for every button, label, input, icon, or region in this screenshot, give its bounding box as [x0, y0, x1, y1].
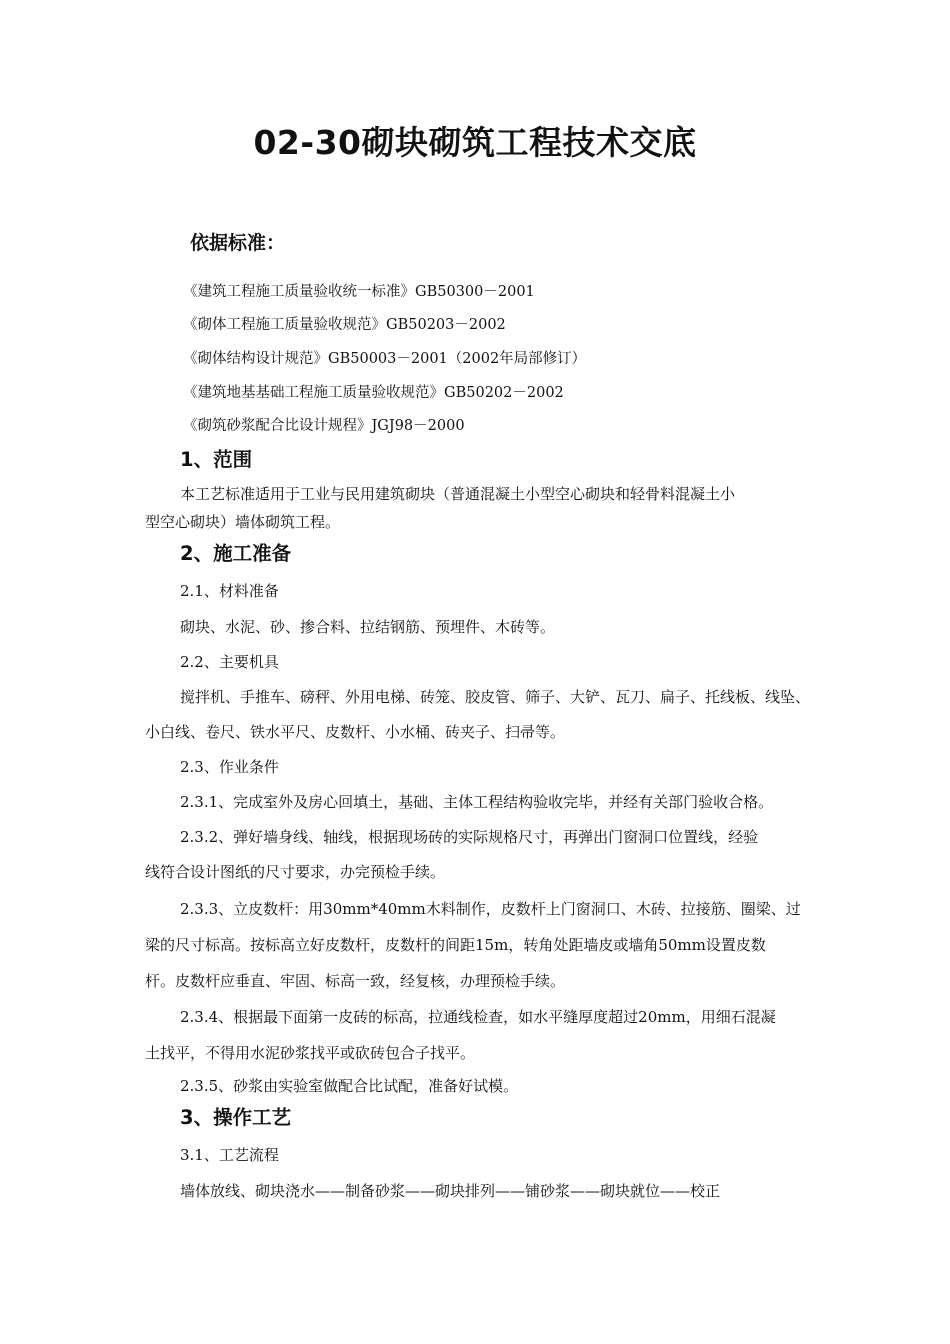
- paragraph-line: 本工艺标准适用于工业与民用建筑砌块（普通混凝土小型空心砌块和轻骨料混凝土小: [180, 485, 736, 503]
- paragraph-line: 2.3.3、立皮数杆：用30mm*40mm木料制作，皮数杆上门窗洞口、木砖、拉接筋、圈梁、过: [180, 900, 801, 918]
- subsection-title: 2.3、作业条件: [180, 758, 279, 776]
- subsection-title: 2.2、主要机具: [180, 653, 279, 671]
- paragraph-line: 杆。皮数杆应垂直、牢固、标高一致，经复核，办理预检手续。: [145, 972, 566, 990]
- paragraph-line: 墙体放线、砌块浇水——制备砂浆——砌块排列——铺砂浆——砌块就位——校正: [180, 1182, 721, 1200]
- paragraph-line: 土找平，不得用水泥砂浆找平或砍砖包合子找平。: [145, 1044, 476, 1062]
- standard-item: 《砌筑砂浆配合比设计规程》JGJ98－2000: [183, 418, 465, 434]
- paragraph-line: 搅拌机、手推车、磅秤、外用电梯、砖笼、胶皮管、筛子、大铲、瓦刀、扁子、托线板、线坠、: [180, 688, 811, 706]
- document-title: 02-30砌块砌筑工程技术交底: [253, 123, 697, 162]
- section-heading-scope: 1、范围: [180, 448, 253, 471]
- paragraph-line: 2.3.5、砂浆由实验室做配合比试配，准备好试模。: [180, 1077, 519, 1095]
- standard-item: 《建筑工程施工质量验收统一标准》GB50300－2001: [183, 284, 535, 300]
- paragraph-line: 2.3.1、完成室外及房心回填土，基础、主体工程结构验收完毕，并经有关部门验收合格。: [180, 793, 774, 811]
- paragraph-line: 2.3.4、根据最下面第一皮砖的标高，拉通线检查，如水平缝厚度超过20mm，用细石混凝: [180, 1008, 776, 1026]
- section-heading-preparation: 2、施工准备: [180, 542, 292, 565]
- paragraph-line: 梁的尺寸标高。按标高立好皮数杆，皮数杆的间距15m，转角处距墙皮或墙角50mm设置皮数: [145, 936, 766, 954]
- section-heading-process: 3、操作工艺: [180, 1106, 292, 1129]
- basis-heading: 依据标准：: [190, 232, 286, 254]
- paragraph-line: 线符合设计图纸的尺寸要求，办完预检手续。: [145, 863, 446, 881]
- paragraph-line: 砌块、水泥、砂、掺合料、拉结钢筋、预埋件、木砖等。: [180, 618, 556, 636]
- subsection-title: 2.1、材料准备: [180, 582, 279, 600]
- paragraph-line: 小白线、卷尺、铁水平尺、皮数杆、小水桶、砖夹子、扫帚等。: [145, 723, 566, 741]
- standard-item: 《砌体结构设计规范》GB50003－2001（2002年局部修订）: [183, 351, 587, 367]
- standard-item: 《建筑地基基础工程施工质量验收规范》GB50202－2002: [183, 385, 564, 401]
- paragraph-line: 2.3.2、弹好墙身线、轴线，根据现场砖的实际规格尺寸，再弹出门窗洞口位置线，经验: [180, 828, 759, 846]
- subsection-title: 3.1、工艺流程: [180, 1146, 279, 1164]
- paragraph-line: 型空心砌块）墙体砌筑工程。: [145, 513, 341, 531]
- standard-item: 《砌体工程施工质量验收规范》GB50203－2002: [183, 317, 506, 333]
